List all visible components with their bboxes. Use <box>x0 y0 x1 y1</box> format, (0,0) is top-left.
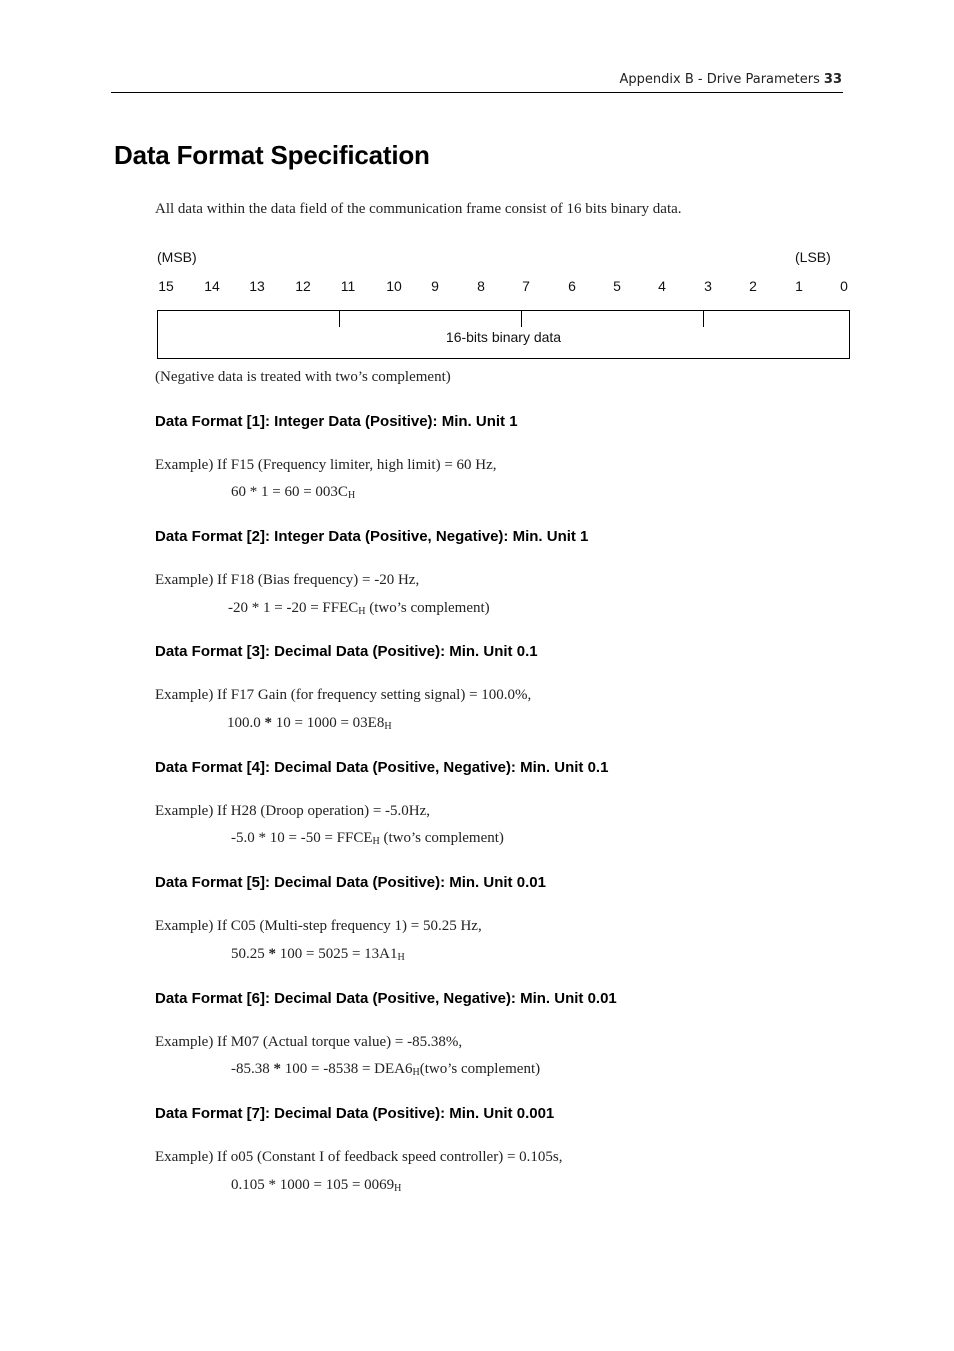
page-title: Data Format Specification <box>114 140 430 170</box>
negative-data-note: (Negative data is treated with two’s complement) <box>155 369 451 385</box>
bit-label: 4 <box>658 278 666 294</box>
header-rule <box>111 92 843 93</box>
format-calculation: $-85.38 * 100 = -8538 = DEA6_H(two’s$ complement) <box>231 1061 541 1078</box>
format-heading: Data Format [6]: Decimal Data (Positive, Negative): Min. Unit 0.01 <box>155 990 617 1007</box>
format-example: Example) If F17 Gain (for frequency setting signal) = 100.0%, <box>155 687 532 703</box>
bit-label: 1 <box>795 278 803 294</box>
bit-label: 11 <box>340 278 356 294</box>
bit-label: 15 <box>158 278 174 294</box>
bit-label: 14 <box>204 278 220 294</box>
bit-label: 10 <box>386 278 402 294</box>
format-heading: Data Format [2]: Integer Data (Positive, Negative): Min. Unit 1 <box>155 528 589 545</box>
running-header-text: Appendix B - Drive Parameters <box>619 72 820 87</box>
format-heading: Data Format [3]: Decimal Data (Positive): Min. Unit 0.1 <box>155 643 538 660</box>
format-example: Example) If o05 (Constant I of feedback speed controller) = 0.105s, <box>155 1149 563 1165</box>
bit-label: 9 <box>431 278 439 294</box>
msb-label: (MSB) <box>157 249 197 265</box>
running-header <box>620 72 843 87</box>
format-heading: Data Format [4]: Decimal Data (Positive, Negative): Min. Unit 0.1 <box>155 759 609 776</box>
format-calculation: $-5.0 * 10 = -50 = FFCE_H$ (two’s complement) <box>231 830 504 847</box>
format-calculation: $0.105 * 1000 = 105 = 0069_H$ <box>231 1177 402 1194</box>
bit-label: 2 <box>749 278 757 294</box>
format-example: Example) If H28 (Droop operation) = -5.0Hz, <box>155 803 431 819</box>
format-example: Example) If M07 (Actual torque value) = -85.38%, <box>155 1034 463 1050</box>
nibble-divider <box>339 311 340 327</box>
format-example: Example) If F15 (Frequency limiter, high limit) = 60 Hz, <box>155 457 497 473</box>
nibble-divider <box>521 311 522 327</box>
format-example: Example) If F18 (Bias frequency) = -20 Hz, <box>155 572 420 588</box>
format-calculation: $-20 * 1 = -20 = FFEC_H$ (two’s complement) <box>228 600 490 617</box>
bit-label: 0 <box>840 278 848 294</box>
format-heading: Data Format [7]: Decimal Data (Positive): Min. Unit 0.001 <box>155 1105 555 1122</box>
bit-label: 13 <box>249 278 265 294</box>
bit-label: 8 <box>477 278 485 294</box>
intro-paragraph: All data within the data field of the communication frame consist of 16 bits binary data. <box>155 201 682 217</box>
data-field-box <box>157 310 850 359</box>
format-calculation: $50.25 * 100 = 5025 = 13A1_H$ <box>231 946 405 963</box>
format-heading: Data Format [1]: Integer Data (Positive): Min. Unit 1 <box>155 413 518 430</box>
bit-label: 6 <box>568 278 576 294</box>
format-calculation: $60 * 1 = 60 = 003C_H$ <box>231 484 356 501</box>
page-number: 33 <box>823 72 842 87</box>
format-heading: Data Format [5]: Decimal Data (Positive): Min. Unit 0.01 <box>155 874 546 891</box>
lsb-label: (LSB) <box>795 249 831 265</box>
bit-label: 3 <box>704 278 712 294</box>
bit-label: 5 <box>613 278 621 294</box>
nibble-divider <box>703 311 704 327</box>
bit-label: 7 <box>522 278 530 294</box>
format-calculation: $100.0 * 10 = 1000 = 03E8_H$ <box>227 715 392 732</box>
bit-label: 12 <box>295 278 311 294</box>
data-field-label: 16-bits binary data <box>445 329 562 345</box>
format-example: Example) If C05 (Multi-step frequency 1) = 50.25 Hz, <box>155 918 482 934</box>
